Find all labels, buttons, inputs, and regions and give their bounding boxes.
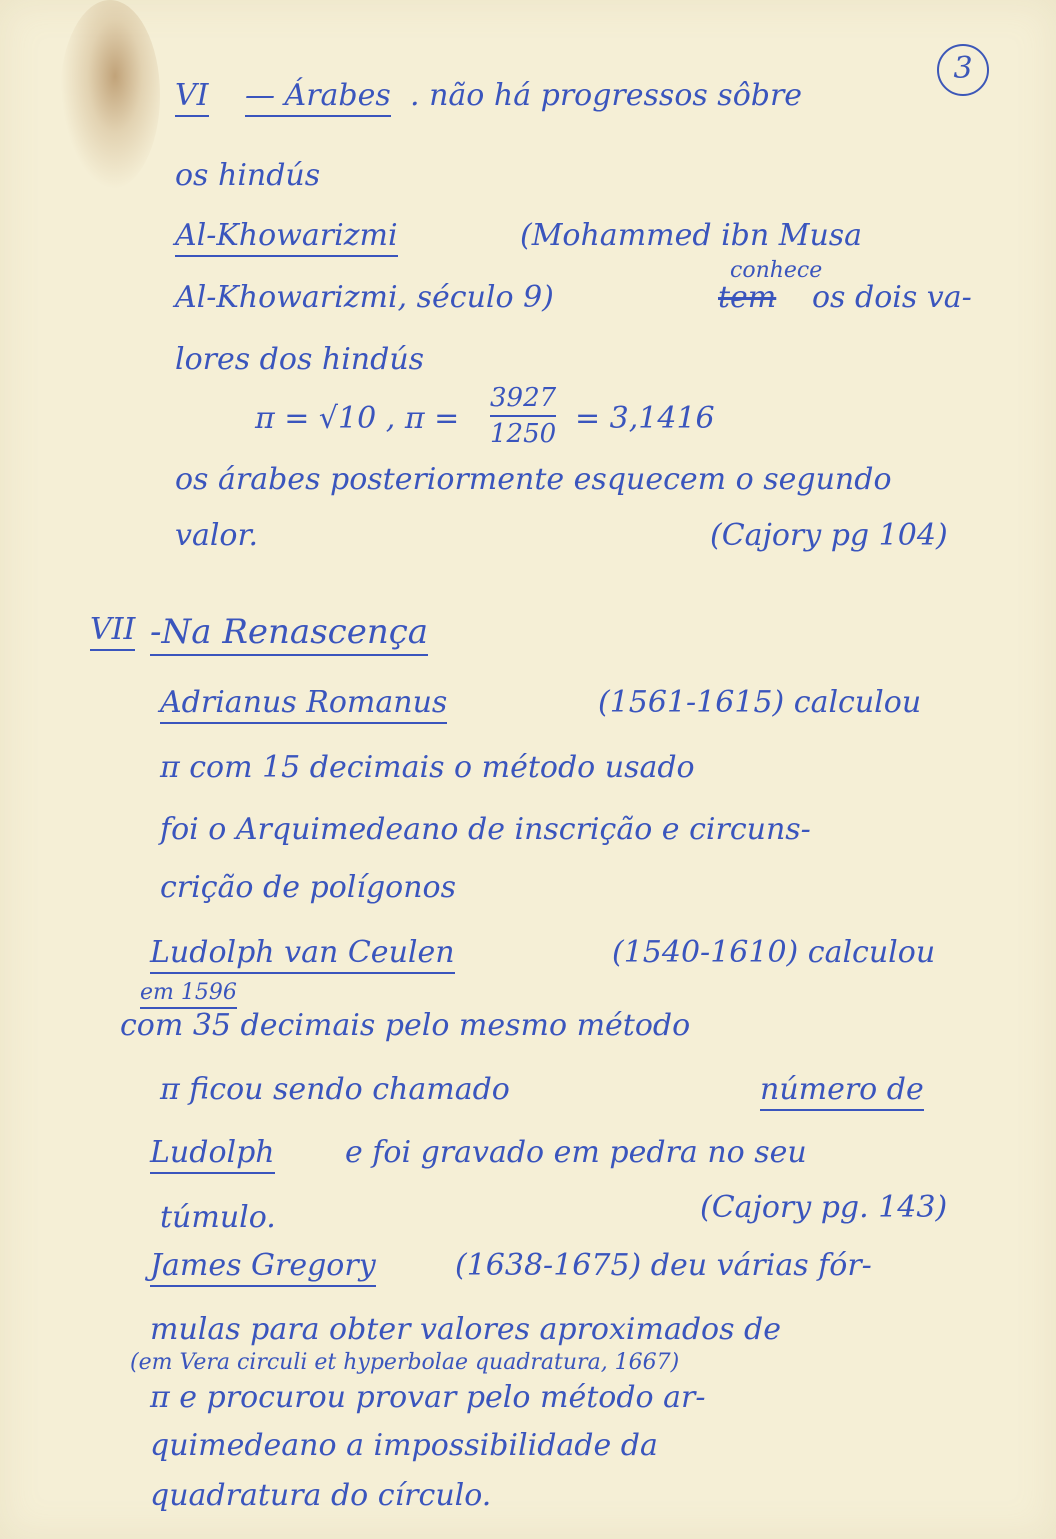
- line-text: e foi gravado em pedra no seu: [345, 1135, 807, 1170]
- line-15: [0, 980, 1056, 1058]
- underlined-phrase: número de: [760, 1072, 924, 1111]
- line-text: lores dos hindús: [175, 342, 425, 377]
- formula-text: π = √10 , π =: [255, 401, 460, 436]
- underlined-name: James Gregory: [150, 1248, 376, 1287]
- line-8: [0, 518, 1056, 578]
- line-text: π ficou sendo chamado: [160, 1072, 510, 1107]
- line-text: (Mohammed ibn Musa: [520, 218, 863, 253]
- line-text: os árabes posteriormente esquecem o segundo: [175, 462, 892, 497]
- underlined-name: Al-Khowarizmi: [175, 218, 398, 257]
- line-text: foi o Arquimedeano de inscrição e circuns-: [160, 812, 811, 847]
- line-23: [0, 1478, 1056, 1538]
- line-3: [0, 218, 1056, 278]
- line-text: valor.: [175, 518, 259, 553]
- line-11: [0, 750, 1056, 810]
- line-7: [0, 462, 1056, 522]
- line-12: [0, 812, 1056, 872]
- line-text: π com 15 decimais o método usado: [160, 750, 695, 785]
- formula-text: = 3,1416: [575, 401, 715, 436]
- line-1: [0, 78, 1056, 138]
- fraction-denominator: 1250: [490, 419, 557, 449]
- line-2: [0, 158, 1056, 218]
- inserted-note: em 1596: [140, 980, 237, 1009]
- reference: (Cajory pg 104): [710, 518, 948, 553]
- line-text: π e procurou provar pelo método ar-: [150, 1380, 706, 1415]
- line-16: [0, 1072, 1056, 1132]
- formula-line: [0, 383, 1056, 455]
- line-text: (1540-1610) calculou: [612, 935, 936, 970]
- reference: (Cajory pg. 143): [700, 1190, 948, 1225]
- section-heading: — Árabes: [245, 78, 391, 117]
- line-9: [0, 612, 1056, 672]
- line-text: (1561-1615) calculou: [598, 685, 922, 720]
- fraction-numerator: 3927: [490, 383, 556, 417]
- line-text: com 35 decimais pelo mesmo método: [120, 1008, 691, 1043]
- page-number: 3: [937, 44, 989, 96]
- line-text: (1638-1675) deu várias fór-: [455, 1248, 872, 1283]
- line-text: Al-Khowarizmi, século 9): [175, 280, 554, 315]
- underlined-name: Ludolph: [150, 1135, 275, 1174]
- line-21: [0, 1350, 1056, 1430]
- line-text: quadratura do círculo.: [150, 1478, 492, 1513]
- line-17: [0, 1135, 1056, 1195]
- struck-word: tem: [718, 280, 777, 315]
- line-text: . não há progressos sôbre: [410, 78, 803, 113]
- section-numeral: VI: [175, 78, 209, 117]
- section-heading: -Na Renascença: [150, 612, 428, 656]
- line-text: mulas para obter valores aproximados de: [150, 1312, 781, 1347]
- line-text: crição de polígonos: [160, 870, 457, 905]
- underlined-name: Ludolph van Ceulen: [150, 935, 455, 974]
- line-13: [0, 870, 1056, 930]
- line-4: [0, 258, 1056, 340]
- line-10: [0, 685, 1056, 745]
- line-text: quimedeano a impossibilidade da: [150, 1428, 658, 1463]
- line-text: os dois va-: [812, 280, 972, 315]
- inserted-note: (em Vera circuli et hyperbolae quadratura, 1667): [130, 1350, 680, 1375]
- underlined-name: Adrianus Romanus: [160, 685, 447, 724]
- superscript-correction: conhece: [730, 258, 823, 283]
- line-text: túmulo.: [160, 1200, 276, 1235]
- line-19: [0, 1248, 1056, 1308]
- line-text: os hindús: [175, 158, 321, 193]
- section-numeral: VII: [90, 612, 135, 651]
